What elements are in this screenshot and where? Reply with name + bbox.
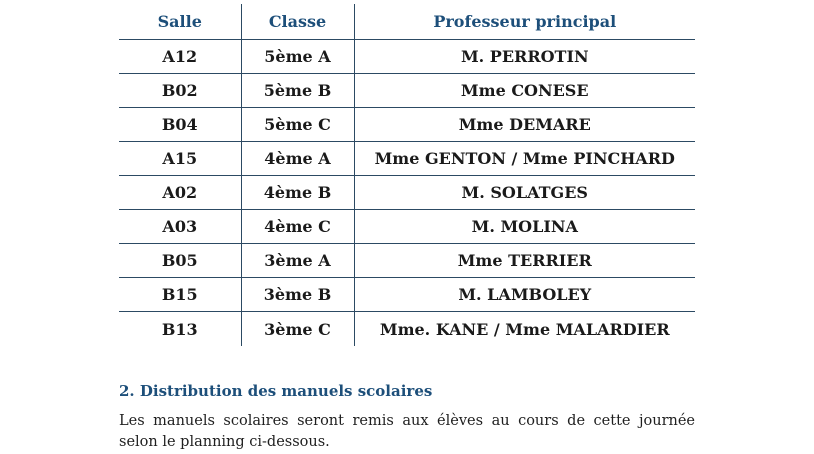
table-row [119,74,695,108]
cell-classe: 3ème B [241,278,354,312]
cell-salle: B04 [119,108,241,142]
table-row [119,40,695,74]
cell-professeur: Mme DEMARE [354,108,695,142]
header-salle: Salle [119,4,241,40]
table-row [119,312,695,347]
header-professeur: Professeur principal [354,4,695,40]
cell-professeur: M. SOLATGES [354,176,695,210]
cell-salle: A02 [119,176,241,210]
cell-classe: 3ème A [241,244,354,278]
cell-professeur: Mme TERRIER [354,244,695,278]
cell-salle: B15 [119,278,241,312]
table-row [119,278,695,312]
cell-salle: B05 [119,244,241,278]
cell-classe: 4ème B [241,176,354,210]
cell-professeur: M. MOLINA [354,210,695,244]
section-paragraph: Les manuels scolaires seront remis aux élèves au cours de cette journée selon le planning ci-dessous. [119,413,695,450]
cell-salle: A12 [119,40,241,74]
header-classe: Classe [241,4,354,40]
table-row [119,108,695,142]
cell-salle: A15 [119,142,241,176]
table-row [119,210,695,244]
table-row [119,142,695,176]
cell-professeur: M. PERROTIN [354,40,695,74]
cell-classe: 3ème C [241,312,354,347]
cell-classe: 4ème C [241,210,354,244]
cell-professeur: M. LAMBOLEY [354,278,695,312]
cell-professeur: Mme GENTON / Mme PINCHARD [354,142,695,176]
table-row [119,244,695,278]
cell-professeur: Mme CONESE [354,74,695,108]
table-header [119,4,695,40]
class-table-wrapper [119,4,695,346]
cell-professeur: Mme. KANE / Mme MALARDIER [379,319,670,339]
header-row [119,4,695,40]
cell-classe: 5ème B [241,74,354,108]
cell-classe: 4ème A [241,142,354,176]
cell-classe: 5ème A [241,40,354,74]
cell-salle: B13 [119,312,241,347]
class-table [119,4,695,346]
cell-salle: B02 [119,74,241,108]
table-row [119,176,695,210]
cell-salle: A03 [119,210,241,244]
cell-classe: 5ème C [241,108,354,142]
table-body [119,40,695,347]
section-heading: 2. Distribution des manuels scolaires [119,382,433,400]
